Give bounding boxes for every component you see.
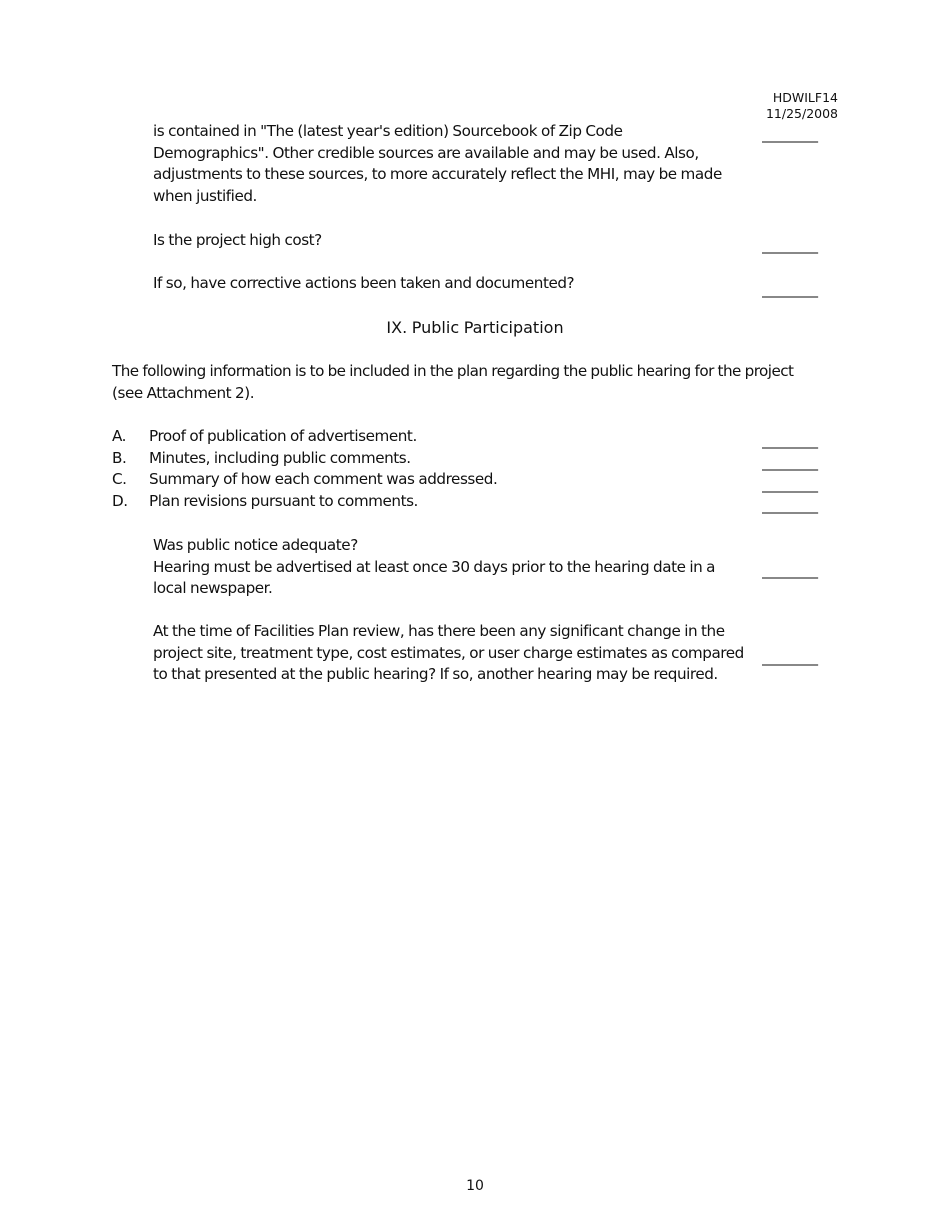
page-number: 10 <box>466 1178 484 1194</box>
document-date: 11/25/2008 <box>765 106 838 121</box>
item-a-answer-blank[interactable]: ________ <box>762 433 818 449</box>
significant-change-line-1: At the time of Facilities Plan review, has there been any significant change in the <box>153 622 725 640</box>
high-cost-answer-blank[interactable]: ________ <box>762 238 818 254</box>
item-b-answer-blank[interactable]: ________ <box>762 455 818 471</box>
item-d-text: Plan revisions pursuant to comments. <box>149 492 418 510</box>
mhi-answer-blank[interactable]: ________ <box>762 127 818 143</box>
significant-change-answer-blank[interactable]: ________ <box>762 650 818 666</box>
item-b-letter: B. <box>112 449 127 467</box>
item-c-text: Summary of how each comment was addressed. <box>149 470 498 488</box>
item-c-letter: C. <box>112 470 127 488</box>
significant-change-line-2: project site, treatment type, cost estimates, or user charge estimates as compared <box>153 643 744 662</box>
public-notice-block <box>153 535 746 600</box>
significant-change-block <box>153 621 746 686</box>
item-a-text: Proof of publication of advertisement. <box>149 427 417 445</box>
item-d-letter: D. <box>112 492 128 510</box>
corrective-actions-question: If so, have corrective actions been taken and documented? <box>153 274 575 292</box>
section-intro-line-2: (see Attachment 2). <box>112 383 255 402</box>
significant-change-line-3: to that presented at the public hearing? If so, another hearing may be required. <box>153 665 718 684</box>
mhi-line-3: adjustments to these sources, to more accurately reflect the MHI, may be made <box>153 165 722 184</box>
item-d-answer-blank[interactable]: ________ <box>762 498 818 514</box>
item-b-text: Minutes, including public comments. <box>149 449 411 467</box>
document-code: HDWILF14 <box>772 90 838 105</box>
public-notice-question: Was public notice adequate? <box>153 536 358 554</box>
mhi-line-2: Demographics". Other credible sources are available and may be used. Also, <box>153 143 699 162</box>
mhi-paragraph <box>153 121 746 208</box>
public-notice-answer-blank[interactable]: ________ <box>762 563 818 579</box>
item-a-letter: A. <box>112 427 127 445</box>
mhi-line-1: is contained in "The (latest year's edition) Sourcebook of Zip Code <box>153 122 623 140</box>
public-notice-line-1: Hearing must be advertised at least once 30 days prior to the hearing date in a <box>153 557 716 576</box>
high-cost-question: Is the project high cost? <box>153 231 322 249</box>
section-intro <box>112 361 839 404</box>
corrective-actions-answer-blank[interactable]: ________ <box>762 282 818 298</box>
section-title: IX. Public Participation <box>386 318 564 337</box>
item-c-answer-blank[interactable]: ________ <box>762 477 818 493</box>
section-intro-line-1: The following information is to be included in the plan regarding the public hearing for the project <box>112 362 794 380</box>
mhi-line-4: when justified. <box>153 187 257 206</box>
public-notice-line-2: local newspaper. <box>153 579 273 598</box>
